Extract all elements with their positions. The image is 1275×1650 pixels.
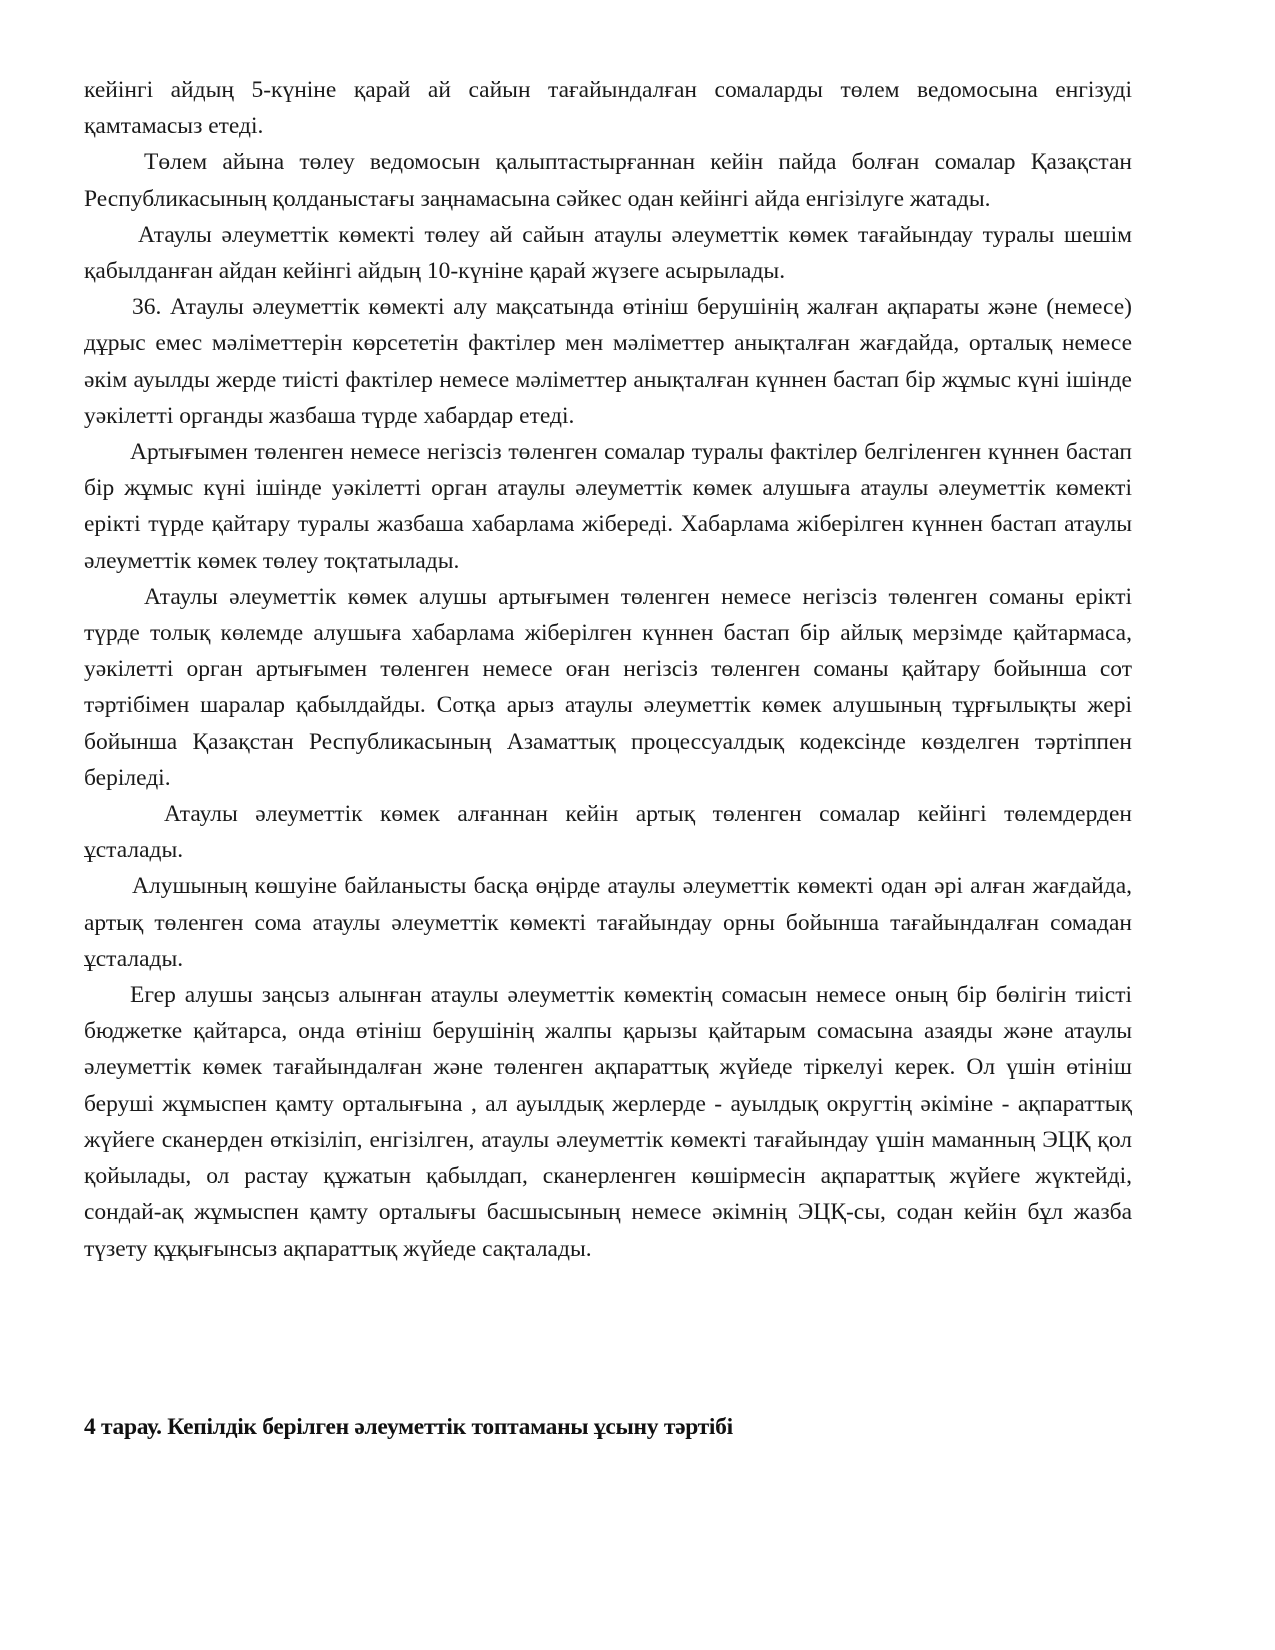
document-body (84, 72, 1132, 1267)
paragraph-refund-registration: Егер алушы заңсыз алынған атаулы әлеуметтік көмектің сомасын немесе оның бір бөлігін тиісті бюджетке қайтарса, онда өтініш берушінің жалпы қарызы қайтарым сомасына азаяды және атаулы әлеуметтік көмек тағайындалған және төленген ақпараттық жүйеде тіркелуі керек. Ол үшін өтініш беруші жұмыспен қамту орталығына , ал ауылдық жерлерде - ауылдық округтің әкіміне - ақпараттық жүйеге сканерден өткізіліп, енгізілген, атаулы әлеуметтік көмекті тағайындау үшін маманның ЭЦҚ қол қойылады, ол растау құжатын қабылдап, сканерленген көшірмесін ақпараттық жүйеге жүктейді, сондай-ақ жұмыспен қамту орталығы басшысының немесе әкімнің ЭЦҚ-сы, содан кейін бұл жазба түзету құқығынсыз ақпараттық жүйеде сақталады. (84, 982, 1132, 1262)
paragraph-deduction: Атаулы әлеуметтік көмек алғаннан кейін артық төленген сомалар кейінгі төлемдерден ұсталады. (84, 801, 1132, 864)
paragraph-monthly-payment: Атаулы әлеуметтік көмекті төлеу ай сайын атаулы әлеуметтік көмек тағайындау туралы шешім қабылданған айдан кейінгі айдың 10-күніне қарай жүзеге асырылады. (84, 221, 1132, 285)
paragraph-overpayment-notice: Артығымен төленген немесе негізсіз төленген сомалар туралы фактілер белгіленген күннен бастап бір жұмыс күні ішінде уәкілетті орган атаулы әлеуметтік көмек алушыға атаулы әлеуметтік көмекті ерікті түрде қайтару туралы жазбаша хабарлама жібереді. Хабарлама жіберілген күннен бастап атаулы әлеуметтік көмек төлеу тоқтатылады. (84, 439, 1132, 574)
paragraph-court-recovery: Атаулы әлеуметтік көмек алушы артығымен төленген немесе негізсіз төленген соманы ерікті түрде толық көлемде алушыға хабарлама жіберілген күннен бастап бір айлық мерзімде қайтармаса, уәкілетті орган артығымен төленген немесе оған негізсіз төленген соманы қайтару бойынша сот тәртібімен шаралар қабылдайды. Сотқа арыз атаулы әлеуметтік көмек алушының тұрғылықты жері бойынша Қазақстан Республикасының Азаматтық процессуалдық кодексінде көзделген тәртіппен беріледі. (84, 583, 1132, 791)
section-heading: 4 тарау. Кепілдік берілген әлеуметтік топтаманы ұсыну тәртібі (84, 1414, 733, 1440)
paragraph-clause-36: 36. Атаулы әлеуметтік көмекті алу мақсатында өтініш берушінің жалған ақпараты және (немесе) дұрыс емес мәліметтерін көрсететін фактілер мен мәліметтер анықталған жағдайда, орталық немесе әкім ауылды жерде тиісті фактілер немесе мәліметтер анықталған күннен бастап бір жұмыс күні ішінде уәкілетті органды жазбаша түрде хабардар етеді. (84, 294, 1132, 429)
paragraph-relocation: Алушының көшуіне байланысты басқа өңірде атаулы әлеуметтік көмекті одан әрі алған жағдайда, артық төленген сома атаулы әлеуметтік көмекті тағайындау орны бойынша тағайындалған сомадан ұсталады. (84, 873, 1132, 972)
paragraph-payroll-inclusion: кейінгі айдың 5-күніне қарай ай сайын тағайындалған сомаларды төлем ведомосына енгізуді қамтамасыз етеді. (84, 77, 1132, 140)
paragraph-post-payroll-sums: Төлем айына төлеу ведомосын қалыптастырғаннан кейін пайда болған сомалар Қазақстан Республикасының қолданыстағы заңнамасына сәйкес одан кейінгі айда енгізілуге жатады. (84, 149, 1132, 212)
